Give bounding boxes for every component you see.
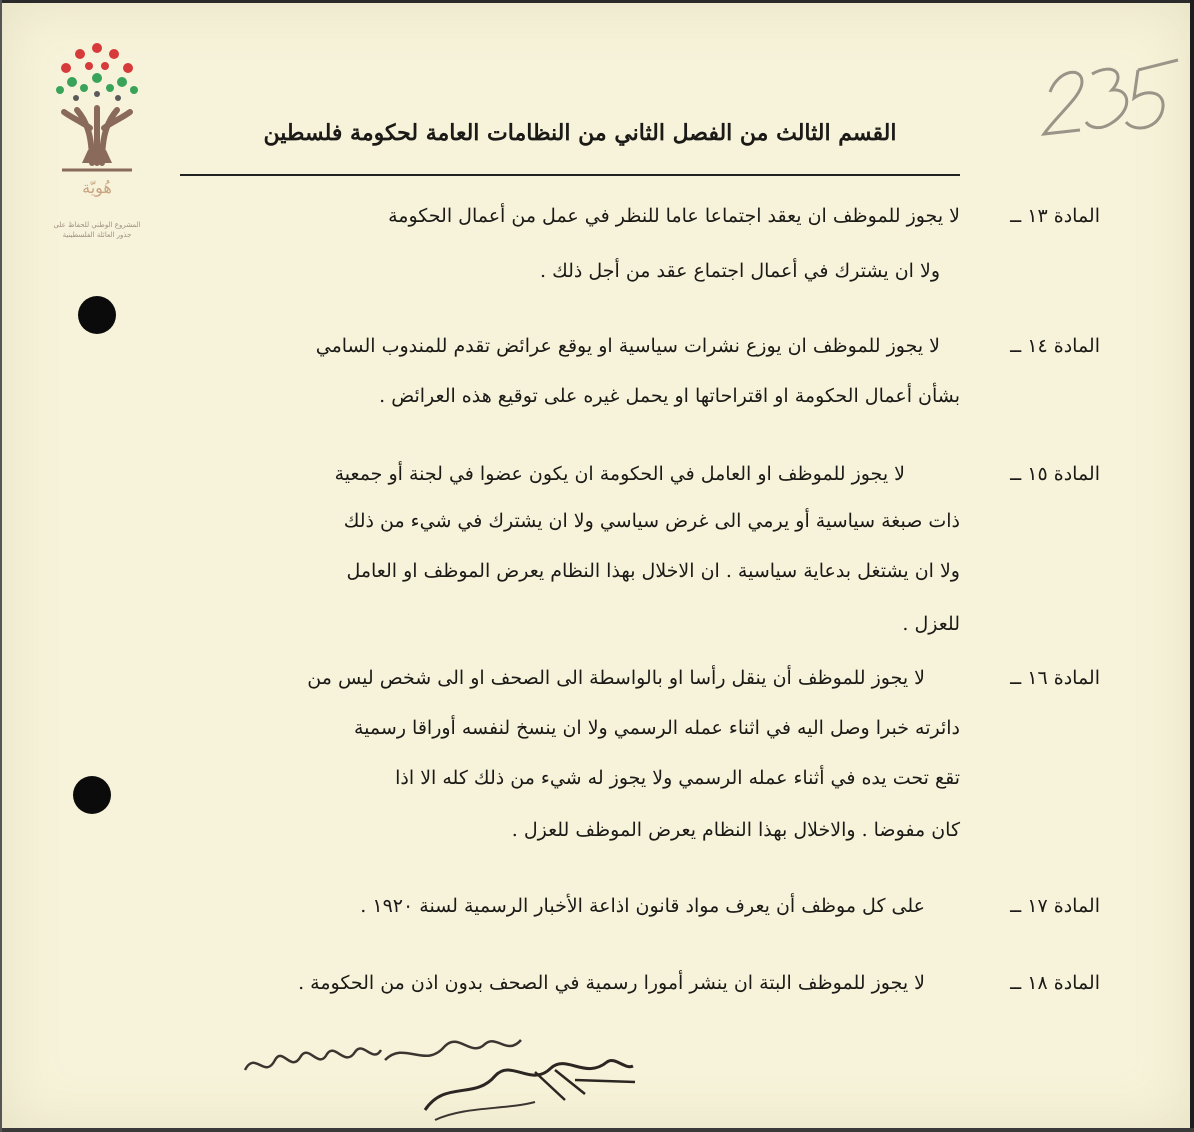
archive-logo [42,38,152,239]
article-text-line: لا يجوز للموظف او العامل في الحكومة ان يكون عضوا في لجنة أو جمعية [334,463,905,485]
article-15 [90,463,1100,653]
article-label: المادة ١٨ ــ [1010,972,1100,994]
article-text-line: بشأن أعمال الحكومة او اقتراحاتها او يحمل غيره على توقيع هذه العرائض . [379,385,960,407]
article-text-line: لا يجوز للموظف أن ينقل رأسا او بالواسطة الى الصحف او الى شخص ليس من [307,667,925,689]
logo-title: هُويّة [82,178,112,197]
logo-subtitle: المشروع الوطني للحفاظ على [53,221,141,229]
scan-edge-bottom [0,1128,1194,1132]
article-text-line: كان مفوضا . والاخلال بهذا النظام يعرض الموظف للعزل . [511,819,960,841]
article-17 [90,895,1100,935]
article-label: المادة ١٤ ــ [1010,335,1100,357]
article-14 [90,335,1100,425]
article-text-line: لا يجوز للموظف ان يوزع نشرات سياسية او يوقع عرائض تقدم للمندوب السامي [315,335,940,357]
article-16 [90,667,1100,857]
handwritten-number-icon [1030,52,1180,142]
article-text-line: ذات صبغة سياسية أو يرمي الى غرض سياسي ولا ان يشترك في شيء من ذلك [343,510,960,532]
handwritten-page-number [1030,52,1180,142]
article-text-line: على كل موظف أن يعرف مواد قانون اذاعة الأخبار الرسمية لسنة ١٩٢٠ . [360,895,925,917]
scan-edge-top [0,0,1194,3]
article-label: المادة ١٥ ــ [1010,463,1100,485]
article-18 [90,972,1100,1012]
logo-subtitle: جذور العائلة الفلسطينية [62,231,132,239]
article-text-line: ولا ان يشتغل بدعاية سياسية . ان الاخلال بهذا النظام يعرض الموظف او العامل [346,560,960,582]
article-13 [90,205,1100,305]
document-heading: القسم الثالث من الفصل الثاني من النظامات العامة لحكومة فلسطين [263,120,897,146]
scan-edge-left [0,0,2,1132]
article-label: المادة ١٦ ــ [1010,667,1100,689]
article-text-line: ولا ان يشترك في أعمال اجتماع عقد من أجل ذلك . [539,260,940,282]
article-text-line: لا يجوز للموظف البتة ان ينشر أمورا رسمية في الصحف بدون اذن من الحكومة . [298,972,925,994]
scan-edge-right [1190,0,1194,1132]
article-text-line: للعزل . [902,613,960,635]
handwritten-signature [235,1010,655,1125]
family-tree-icon [42,38,152,178]
article-text-line: دائرته خبرا وصل اليه في اثناء عمله الرسمي ولا ان ينسخ لنفسه أوراقا رسمية [354,717,960,739]
article-text-line: لا يجوز للموظف ان يعقد اجتماعا عاما للنظر في عمل من أعمال الحكومة [388,205,960,227]
heading-underline [180,174,960,176]
article-label: المادة ١٧ ــ [1010,895,1100,917]
signature-scribble-icon [235,1010,655,1125]
article-label: المادة ١٣ ــ [1010,205,1100,227]
article-text-line: تقع تحت يده في أثناء عمله الرسمي ولا يجوز له شيء من ذلك كله الا اذا [395,767,960,789]
